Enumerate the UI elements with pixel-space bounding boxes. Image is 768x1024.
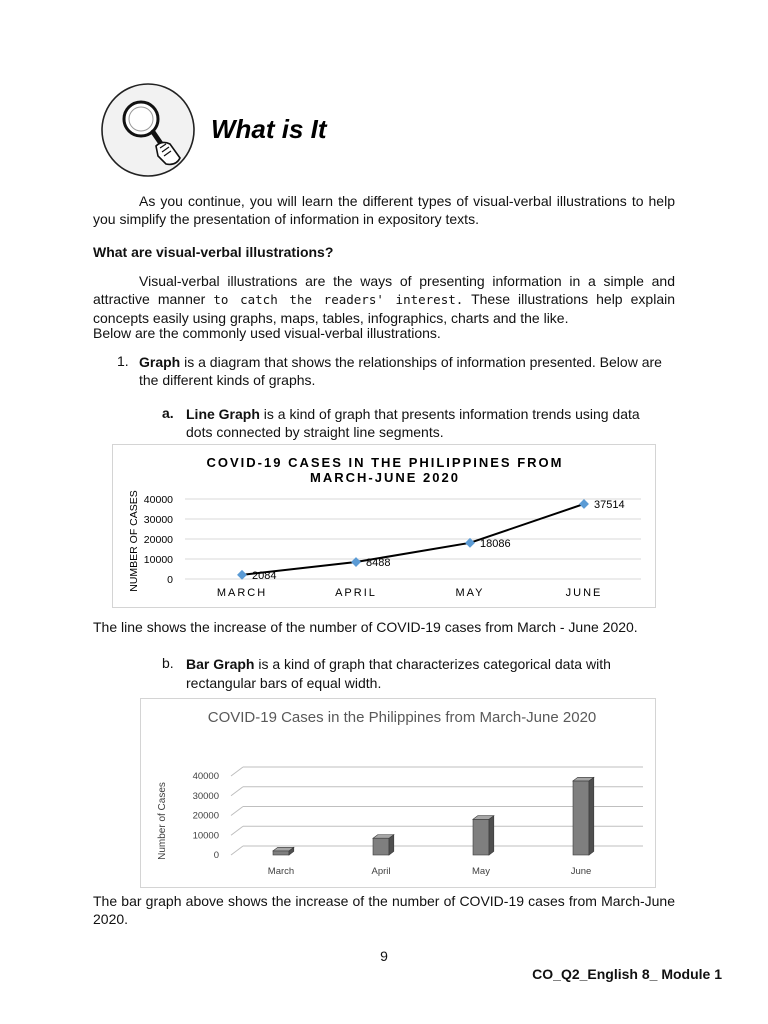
sub-item-term: Bar Graph (186, 656, 255, 672)
below-text: Below are the commonly used visual-verbal illustrations. (93, 325, 441, 341)
y-tick-label: 40000 (143, 494, 173, 506)
data-label: 18086 (480, 537, 511, 550)
line-chart-y-axis-label: NUMBER OF CASES (128, 490, 140, 592)
x-tick-label: MAY (455, 587, 485, 599)
gridline-diagonal (231, 846, 243, 855)
bar-chart-svg (141, 699, 655, 887)
line-chart-title-line-2: MARCH-JUNE 2020 (310, 470, 460, 485)
data-point (579, 499, 589, 509)
intro-paragraph: As you continue, you will learn the different types of visual-verbal illustrations to help you simplify the presentation of information in expository texts. (93, 193, 675, 227)
line-chart (112, 444, 656, 608)
line-chart-title-line-1: COVID-19 CASES IN THE PHILIPPINES FROM (206, 455, 564, 470)
y-tick-label: 30000 (143, 514, 173, 526)
bar (573, 777, 594, 855)
definition-part-3: These illustrations help explain concepts easily using graphs, maps, tables, infographics, charts and the like. (93, 291, 675, 326)
sub-item-term: Line Graph (186, 406, 260, 422)
y-tick-label: 0 (167, 574, 173, 586)
gridline-diagonal (231, 807, 243, 816)
data-label: 8488 (366, 557, 391, 570)
bar-chart-caption: The bar graph above shows the increase of the number of COVID-19 cases from March-June 2020. (93, 893, 675, 927)
list-item-term: Graph (139, 354, 181, 370)
data-point (237, 570, 247, 580)
definition-part-1: Visual-verbal illustrations are the ways of presenting information in a simple and attractive manner (93, 273, 675, 307)
sub-item-letter: a. (162, 405, 174, 421)
list-item-text: is a diagram that shows the relationships of information presented. Below are the different kinds of graphs. (139, 354, 662, 388)
x-tick-label: JUNE (565, 587, 603, 599)
x-tick-label: May (472, 866, 490, 877)
definition-part-2: to catch the readers' interest. (213, 292, 464, 307)
x-tick-label: APRIL (335, 587, 377, 599)
page-number: 9 (380, 948, 388, 964)
module-code: CO_Q2_English 8_ Module 1 (532, 966, 722, 982)
line-chart-caption: The line shows the increase of the number of COVID-19 cases from March - June 2020. (93, 619, 638, 635)
gridline-diagonal (231, 787, 243, 796)
x-tick-label: June (570, 866, 592, 877)
sub-item-line-graph (186, 405, 666, 441)
definition-paragraph (93, 272, 675, 327)
bar-chart-y-axis-label: Number of Cases (157, 782, 168, 860)
y-tick-label: 30000 (192, 790, 219, 802)
list-item-number: 1. (117, 353, 129, 369)
x-tick-label: March (267, 866, 295, 877)
sub-item-text: is a kind of graph that presents information trends using data dots connected by straight line segments. (186, 406, 640, 440)
list-item-graph (139, 353, 675, 389)
data-label: 37514 (594, 498, 625, 511)
y-tick-label: 10000 (192, 830, 219, 842)
bar (273, 847, 294, 855)
bar (473, 816, 494, 855)
x-tick-label: April (371, 866, 391, 877)
data-label: 2084 (252, 569, 277, 582)
y-tick-label: 20000 (192, 810, 219, 822)
sub-item-letter: b. (162, 655, 174, 671)
page-title: What is It (211, 114, 327, 144)
y-tick-label: 0 (213, 850, 219, 861)
y-tick-label: 10000 (143, 554, 173, 566)
sub-item-text: is a kind of graph that characterizes categorical data with rectangular bars of equal width. (186, 656, 611, 691)
section-question-heading: What are visual-verbal illustrations? (93, 244, 334, 260)
sub-item-bar-graph (186, 655, 676, 693)
x-tick-label: MARCH (216, 587, 268, 599)
gridline-diagonal (231, 826, 243, 835)
bar-chart (140, 698, 656, 888)
gridline-diagonal (231, 767, 243, 776)
bar-chart-title: COVID-19 Cases in the Philippines from March-June 2020 (207, 709, 597, 726)
y-tick-label: 20000 (143, 534, 173, 546)
magnifying-glass-in-hand-icon (100, 82, 196, 178)
line-chart-svg (113, 445, 655, 607)
y-tick-label: 40000 (192, 771, 219, 782)
bar (373, 835, 394, 855)
